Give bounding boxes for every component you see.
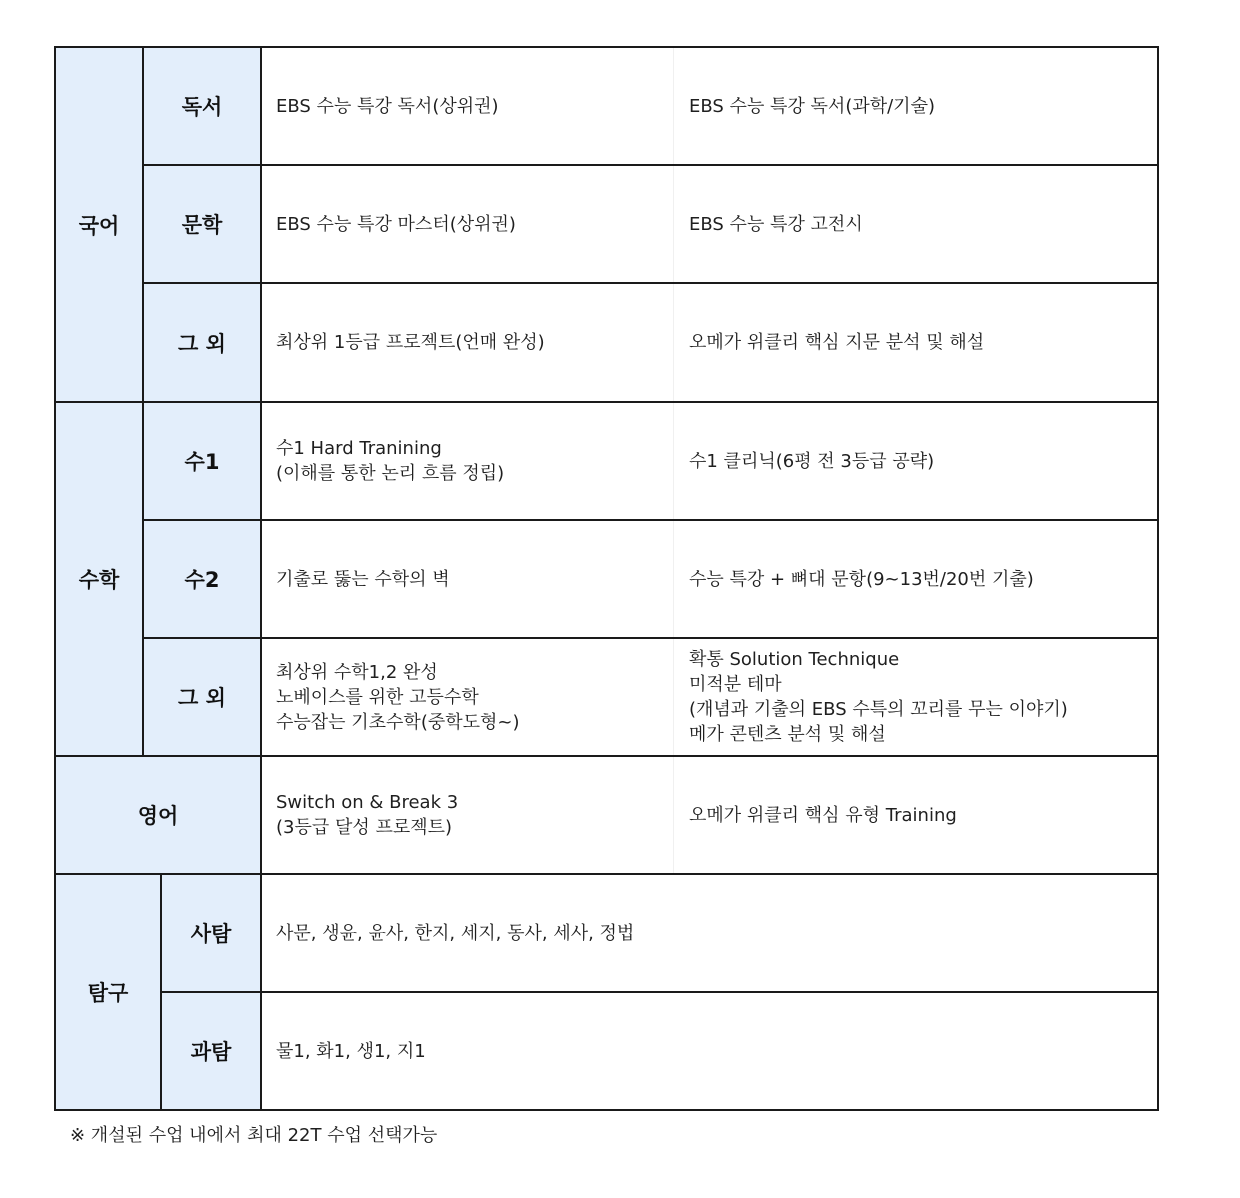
section-label-korean: 국어 — [55, 47, 143, 402]
course-cell: EBS 수능 특강 독서(상위권) — [261, 47, 674, 165]
course-cell: 확통 Solution Technique 미적분 테마 (개념과 기출의 EBS 수특의 꼬리를 무는 이야기) 메가 콘텐츠 분석 및 해설 — [674, 638, 1158, 756]
grid-line — [143, 282, 1159, 284]
row-label-reading: 독서 — [143, 47, 261, 165]
course-cell: 최상위 1등급 프로젝트(언매 완성) — [261, 283, 674, 402]
course-cell: 수능 특강 + 뼈대 문항(9~13번/20번 기출) — [674, 520, 1158, 638]
course-cell: EBS 수능 특강 마스터(상위권) — [261, 165, 674, 283]
row-label-social-inquiry: 사탐 — [161, 874, 261, 992]
grid-line — [54, 873, 1159, 875]
grid-line — [54, 401, 1159, 403]
course-cell: 최상위 수학1,2 완성 노베이스를 위한 고등수학 수능잡는 기초수학(중학도형~) — [261, 638, 674, 756]
course-cell: 수1 클리닉(6평 전 3등급 공략) — [674, 402, 1158, 520]
course-cell: 오메가 위클리 핵심 유형 Training — [674, 756, 1158, 874]
row-label-science-inquiry: 과탐 — [161, 992, 261, 1110]
table-border-top — [54, 46, 1159, 48]
table-border-right — [1157, 46, 1159, 1111]
grid-line — [260, 46, 262, 1111]
section-label-english: 영어 — [55, 756, 261, 874]
course-cell: EBS 수능 특강 독서(과학/기술) — [674, 47, 1158, 165]
course-cell: EBS 수능 특강 고전시 — [674, 165, 1158, 283]
course-cell: 물1, 화1, 생1, 지1 — [261, 992, 1158, 1110]
course-cell: 사문, 생윤, 윤사, 한지, 세지, 동사, 세사, 정법 — [261, 874, 1158, 992]
column-divider — [673, 47, 674, 874]
row-label-math-other: 그 외 — [143, 638, 261, 756]
row-label-math2: 수2 — [143, 520, 261, 638]
row-label-korean-other: 그 외 — [143, 283, 261, 402]
row-label-math1: 수1 — [143, 402, 261, 520]
grid-line — [161, 991, 1159, 993]
section-label-inquiry: 탐구 — [55, 874, 161, 1110]
course-cell: 수1 Hard Tranining (이해를 통한 논리 흐름 정립) — [261, 402, 674, 520]
table-border-bottom — [54, 1109, 1159, 1111]
grid-line — [143, 637, 1159, 639]
row-label-literature: 문학 — [143, 165, 261, 283]
footnote: ※ 개설된 수업 내에서 최대 22T 수업 선택가능 — [70, 1125, 438, 1146]
grid-line — [143, 519, 1159, 521]
section-label-math: 수학 — [55, 402, 143, 756]
course-cell: Switch on & Break 3 (3등급 달성 프로젝트) — [261, 756, 674, 874]
grid-line — [143, 164, 1159, 166]
table-border-left — [54, 46, 56, 1111]
course-cell: 오메가 위클리 핵심 지문 분석 및 해설 — [674, 283, 1158, 402]
grid-line — [54, 755, 1159, 757]
course-cell: 기출로 뚫는 수학의 벽 — [261, 520, 674, 638]
